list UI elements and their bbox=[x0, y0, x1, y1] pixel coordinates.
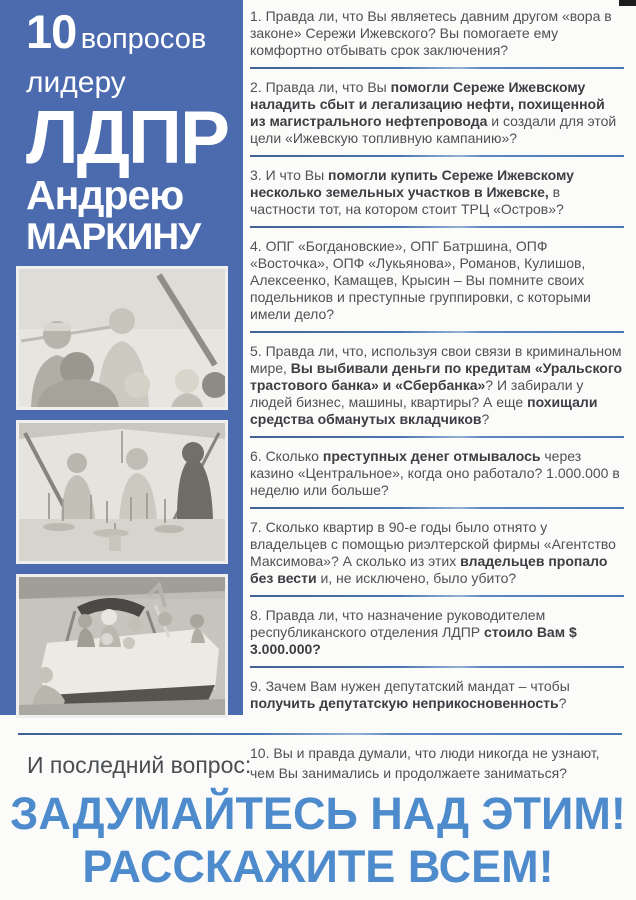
final-question-label: И последний вопрос: bbox=[27, 752, 252, 778]
photo-men-with-paddle-image bbox=[19, 269, 225, 407]
title-word-questions: вопросов bbox=[80, 23, 207, 55]
photo-motorboat bbox=[16, 574, 228, 718]
sidebar bbox=[0, 0, 243, 715]
photo-men-with-paddle bbox=[16, 266, 228, 410]
leaflet-title bbox=[0, 5, 243, 257]
title-number: 10 bbox=[26, 5, 77, 58]
title-party-name: ЛДПР bbox=[26, 95, 228, 179]
title-line-questions bbox=[26, 5, 243, 64]
photo-banquet-table-image bbox=[19, 423, 225, 561]
question-9: 9. Зачем Вам нужен депутатский мандат – чтобы получить депутатскую неприкосновенность? bbox=[250, 678, 570, 711]
question-8: 8. Правда ли, что назначение руководителем республиканского отделения ЛДПР стоило Вам $ 3.000.000? bbox=[250, 607, 577, 657]
photo-motorboat-image bbox=[19, 577, 225, 715]
title-word-leader: лидеру bbox=[26, 66, 126, 99]
questions-column bbox=[250, 0, 624, 720]
question-1: 1. Правда ли, что Вы являетесь давним другом «вора в законе» Сережи Ижевского? Вы помогаете ему комфортно отбывать срок заключения? bbox=[250, 8, 612, 58]
title-last-name: МАРКИНУ bbox=[26, 216, 201, 257]
title-first-name: Андрею bbox=[26, 172, 184, 218]
question-6: 6. Сколько преступных денег отмывалось через казино «Центральное», когда оно работало? 1.000.000 в неделю или больше? bbox=[250, 448, 620, 498]
photo-banquet-table bbox=[16, 420, 228, 564]
question-3: 3. И что Вы помогли купить Сереже Ижевскому несколько земельных участков в Ижевске, в частности тот, на котором стоит ТРЦ «Остров»? bbox=[250, 167, 574, 217]
slogan bbox=[0, 787, 636, 893]
slogan-line-2: РАССКАЖИТЕ ВСЕМ! bbox=[82, 841, 554, 892]
question-4: 4. ОПГ «Богдановские», ОПГ Батршина, ОПФ «Восточка», ОПФ «Лукьянова», Романов, Кулишов, Алексеенко, Камащев, Крысин – Вы помните своих подельников и преступные группировки, с которыми имели дело? bbox=[250, 238, 591, 322]
photo-strip bbox=[16, 266, 243, 718]
question-10: 10. Вы и правда думали, что люди никогда не узнают, чем Вы занимались и продолжаете заниматься? bbox=[250, 745, 600, 781]
slogan-line-1: ЗАДУМАЙТЕСЬ НАД ЭТИМ! bbox=[10, 788, 626, 839]
question-2: 2. Правда ли, что Вы помогли Сереже Ижевскому наладить сбыт и легализацию нефти, похищенной из магистрального нефтепровода и создали для этой цели «Ижевскую топливную кампанию»? bbox=[250, 79, 617, 146]
scan-artifact bbox=[619, 0, 636, 6]
question-5: 5. Правда ли, что, используя свои связи в криминальном мире, Вы выбивали деньги по кредитам «Уральского трастового банка» и «Сбербанка»? И забирали у людей бизнес, машины, квартиры? А еще похищали средства обманутых вкладчиков? bbox=[250, 343, 623, 427]
question-7: 7. Сколько квартир в 90-е годы было отнято у владельцев с помощью риэлтерской фирмы «Агентство Максимова»? А сколько из этих владельцев пропало без вести и, не исключено, было убито? bbox=[250, 519, 616, 586]
footer-divider bbox=[18, 733, 622, 735]
